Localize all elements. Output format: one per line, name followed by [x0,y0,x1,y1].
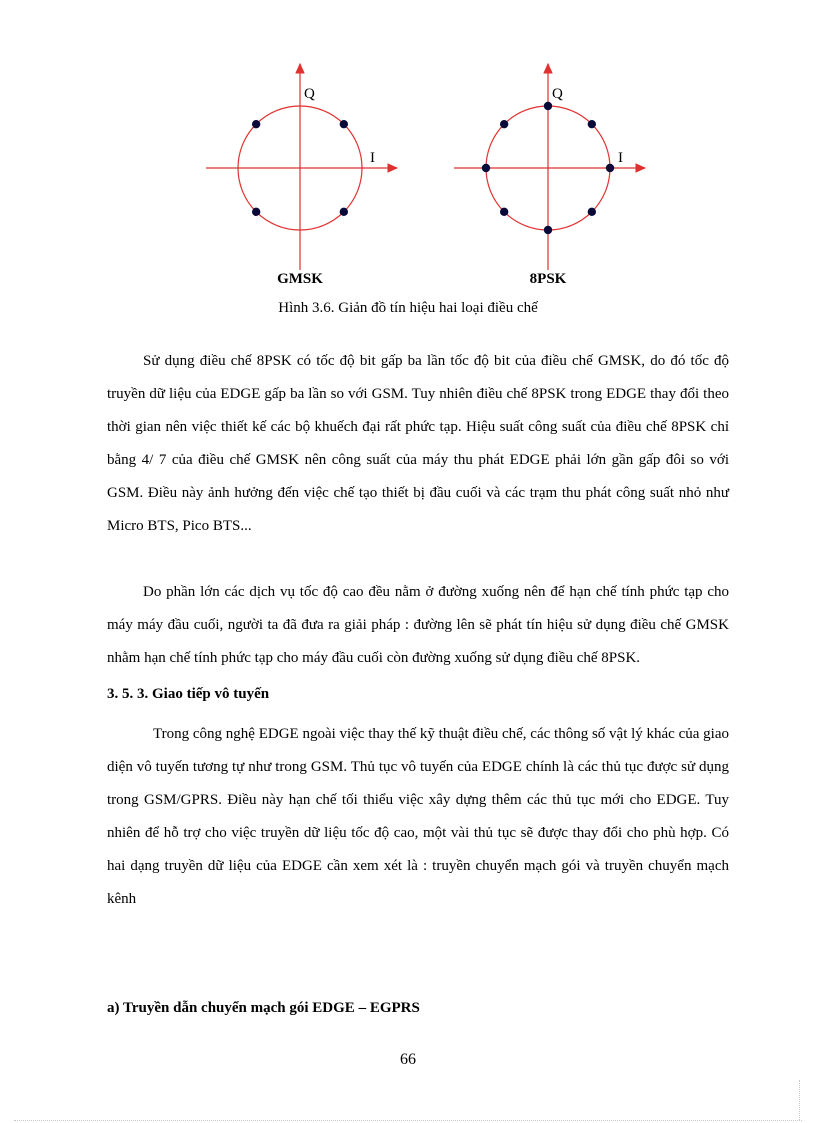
paragraph-radio-procedures: Trong công nghệ EDGE ngoài việc thay thế kỹ thuật điều chế, các thông số vật lý khác của giao diện vô tuyến tương tự như trong GSM. Thủ tục vô tuyến của EDGE chính là các thủ tục được sử dụng trong GSM/GPRS. Điều này hạn chế tối thiểu việc xây dựng thêm các thủ tục mới cho EDGE. Tuy nhiên để hỗ trợ cho việc truyền dữ liệu tốc độ cao, một vài thủ tục sẽ được thay đổi cho phù hợp. Có hai dạng truyền dữ liệu của EDGE cần xem xét là : truyền chuyển mạch gói và truyền chuyển mạch kênh [107,726,729,907]
q-axis-label: Q [552,86,563,102]
page-right-border [799,1080,800,1120]
q-axis-label: Q [304,86,315,102]
gmsk-constellation-diagram [192,58,412,278]
constellation-figure [0,0,816,316]
gmsk-label: GMSK [277,271,323,287]
i-axis-label: I [618,150,623,166]
constellation-point [340,120,348,128]
i-axis-label: I [370,150,375,166]
constellation-point [544,102,552,110]
constellation-point [588,208,596,216]
constellation-point [340,208,348,216]
constellation-svg [440,58,660,278]
section-heading-radio-interface: 3. 5. 3. Giao tiếp vô tuyến [107,686,270,702]
paragraph-8psk-speed: Sử dụng điều chế 8PSK có tốc độ bit gấp ba lần tốc độ bit của điều chế GMSK, do đó tốc độ truyền dữ liệu của EDGE gấp ba lần so với GSM. Tuy nhiên điều chế 8PSK trong EDGE thay đổi theo thời gian nên việc thiết kế các bộ khuếch đại rất phức tạp. Hiệu suất công suất của điều chế 8PSK chỉ bằng 4/ 7 của điều chế GMSK nên công suất của máy thu phát EDGE phải lớn gần gấp đôi so với GSM. Điều này ảnh hưởng đến việc chế tạo thiết bị đầu cuối và các trạm thu phát công suất nhỏ như Micro BTS, Pico BTS... [107,353,729,534]
8psk-constellation-diagram [440,58,660,278]
constellation-point [252,120,260,128]
page-bottom-border [14,1120,802,1121]
8psk-label: 8PSK [529,271,567,287]
subsection-heading-egprs: a) Truyền dẫn chuyển mạch gói EDGE – EGPRS [107,1000,420,1016]
paragraph-downlink: Do phần lớn các dịch vụ tốc độ cao đều nằm ở đường xuống nên để hạn chế tính phức tạp cho máy máy đầu cuối, người ta đã đưa ra giải pháp : đường lên sẽ phát tín hiệu sử dụng điều chế GMSK nhằm hạn chế tính phức tạp cho máy đầu cuối còn đường xuống sử dụng điều chế 8PSK. [107,584,729,666]
constellation-point [482,164,490,172]
constellation-svg [192,58,412,278]
constellation-point [500,208,508,216]
constellation-point [544,226,552,234]
constellation-point [252,208,260,216]
page-number: 66 [400,1051,416,1068]
constellation-point [588,120,596,128]
constellation-point [500,120,508,128]
figure-caption: Hình 3.6. Giản đồ tín hiệu hai loại điều chế [278,300,538,316]
constellation-point [606,164,614,172]
